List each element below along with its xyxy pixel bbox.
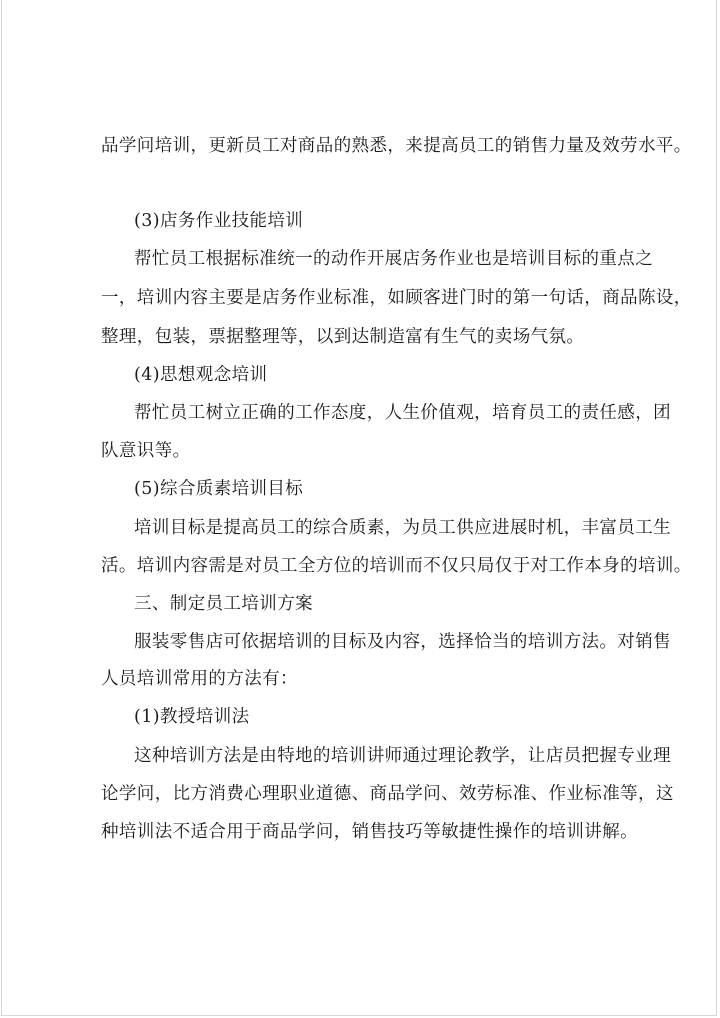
section-heading: 三、制定员工培训方案	[134, 594, 313, 614]
paragraph-line: 活。培训内容需是对员工全方位的培训而不仅只局仅于对工作本身的培训。	[101, 556, 692, 576]
paragraph-line: 帮忙员工根据标准统一的动作开展店务作业也是培训目标的重点之	[134, 249, 654, 269]
section-heading: (5)综合质素培训目标	[134, 479, 304, 499]
section-heading: (1)教授培训法	[134, 707, 250, 727]
paragraph-line: 帮忙员工树立正确的工作态度，人生价值观，培育员工的责任感，团	[134, 403, 671, 423]
paragraph-line: 队意识等。	[101, 441, 191, 461]
paragraph-line: 品学问培训，更新员工对商品的熟悉，来提高员工的销售力量及效劳水平。	[101, 136, 692, 156]
paragraph-line: 服装零售店可依据培训的目标及内容，选择恰当的培训方法。对销售	[134, 632, 671, 652]
paragraph-line: 人员培训常用的方法有：	[101, 669, 298, 689]
paragraph-line: 这种培训方法是由特地的培训讲师通过理论教学，让店员把握专业理	[134, 746, 671, 766]
section-heading: (4)思想观念培训	[134, 365, 268, 385]
paragraph-line: 论学问，比方消费心理职业道德、商品学问、效劳标准、作业标准等，这	[101, 784, 674, 804]
section-heading: (3)店务作业技能培训	[134, 211, 304, 231]
paragraph-line: 种培训法不适合用于商品学问，销售技巧等敏捷性操作的培训讲解。	[101, 822, 638, 842]
paragraph-line: 一，培训内容主要是店务作业标准，如顾客进门时的第一句话，商品陈设，	[101, 288, 692, 308]
paragraph-line: 整理，包装，票据整理等，以到达制造富有生气的卖场气氛。	[101, 327, 585, 347]
paragraph-line: 培训目标是提高员工的综合质素，为员工供应进展时机，丰富员工生	[134, 518, 671, 538]
